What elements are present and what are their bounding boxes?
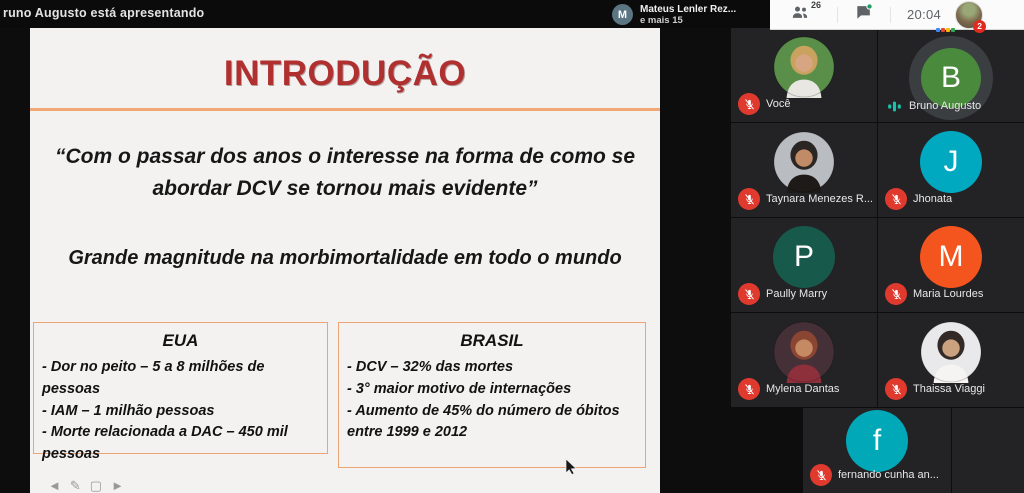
slide-quote: “Com o passar dos anos o interesse na forma de como se abordar DCV se tornou mais evidente”: [55, 145, 636, 200]
participant-tile[interactable]: [731, 313, 877, 407]
toolbar-divider: [837, 7, 838, 23]
letter-avatar: P: [773, 226, 835, 288]
slide-title: INTRODUÇÃO: [223, 54, 467, 93]
speaking-indicator-icon: [885, 97, 903, 115]
notification-badge: 2: [973, 20, 986, 33]
mic-muted-icon: [738, 283, 760, 305]
box-item: - Morte relacionada a DAC – 450 mil pessoas: [42, 424, 288, 462]
participant-tile[interactable]: [878, 218, 1024, 312]
participants-count: 26: [811, 0, 822, 10]
slide-divider: [30, 108, 660, 111]
deck-control-icon: ✎: [69, 478, 81, 493]
slide-box-eua: [33, 322, 328, 462]
avatar: [878, 131, 1024, 193]
participant-name: Jhonata: [913, 193, 953, 205]
deck-control-icon: ◄: [48, 478, 61, 493]
speaker-more-count: e mais 15: [640, 14, 683, 26]
participant-name: Taynara Menezes R...: [766, 193, 873, 205]
participant-name: Mylena Dantas: [766, 383, 840, 395]
colored-wordmark: [936, 28, 955, 32]
avatar: [731, 226, 877, 288]
chat-icon: [854, 2, 874, 27]
box-title: BRASIL: [460, 331, 524, 350]
participants-button[interactable]: [790, 2, 821, 27]
participants-panel: [660, 28, 1024, 493]
participant-tile[interactable]: [878, 28, 1024, 122]
avatar: [731, 321, 877, 383]
mic-muted-icon: [738, 378, 760, 400]
box-item: - IAM – 1 milhão pessoas: [42, 402, 215, 419]
letter-avatar: f: [846, 410, 908, 472]
box-item: - 3° maior motivo de internações: [347, 380, 572, 397]
participant-name: fernando cunha an...: [838, 469, 939, 481]
box-item: - DCV – 32% das mortes: [347, 359, 514, 375]
avatar: [731, 36, 877, 98]
participant-name: Maria Lourdes: [913, 288, 984, 300]
deck-control-icon: ▢: [89, 478, 103, 493]
slide-box-brasil: [338, 322, 646, 468]
slide-subtitle: Grande magnitude na morbimortalidade em todo o mundo: [68, 247, 622, 269]
mic-muted-icon: [738, 93, 760, 115]
presenter-banner: runo Augusto está apresentando: [3, 6, 205, 20]
speaker-name: Mateus Lenler Rez...: [640, 3, 737, 15]
participant-name: Paully Marry: [766, 288, 828, 300]
participant-tile[interactable]: [731, 123, 877, 217]
chat-button[interactable]: [854, 2, 874, 27]
mic-muted-icon: [810, 464, 832, 486]
deck-control-icon: ►: [111, 478, 124, 493]
box-title: EUA: [162, 331, 199, 350]
presentation-controls: [48, 479, 124, 493]
avatar: [878, 226, 1024, 288]
letter-avatar: J: [920, 131, 982, 193]
participant-name: Bruno Augusto: [909, 100, 982, 112]
participant-tile[interactable]: [878, 123, 1024, 217]
participant-tile[interactable]: [878, 313, 1024, 407]
mic-muted-icon: [885, 378, 907, 400]
shared-screen-slide: [30, 28, 660, 493]
speaker-pill[interactable]: [612, 1, 736, 28]
meet-toolbar: [770, 0, 1024, 30]
account-avatar[interactable]: [955, 1, 983, 29]
participant-name: Thaissa Viaggi: [913, 383, 985, 395]
mic-muted-icon: [885, 188, 907, 210]
clock: 20:04: [907, 7, 942, 22]
box-item: - Aumento de 45% do número de óbitos entre 1999 e 2012: [347, 402, 620, 441]
avatar: [803, 410, 951, 472]
letter-avatar: M: [920, 226, 982, 288]
box-item: - Dor no peito – 5 a 8 milhões de pessoas: [42, 359, 265, 397]
participant-tile[interactable]: [731, 218, 877, 312]
mic-muted-icon: [738, 188, 760, 210]
letter-avatar: B: [921, 48, 981, 108]
speaker-avatar: M: [612, 4, 633, 25]
mouse-cursor: [565, 458, 578, 480]
toolbar-divider: [890, 7, 891, 23]
participant-tile[interactable]: [803, 408, 951, 493]
mic-muted-icon: [885, 283, 907, 305]
people-icon: [790, 2, 810, 27]
participant-name: Você: [766, 98, 791, 110]
participant-tile-partial: [952, 408, 1024, 493]
avatar: [731, 131, 877, 193]
avatar: [878, 321, 1024, 383]
participant-tile[interactable]: [731, 28, 877, 122]
